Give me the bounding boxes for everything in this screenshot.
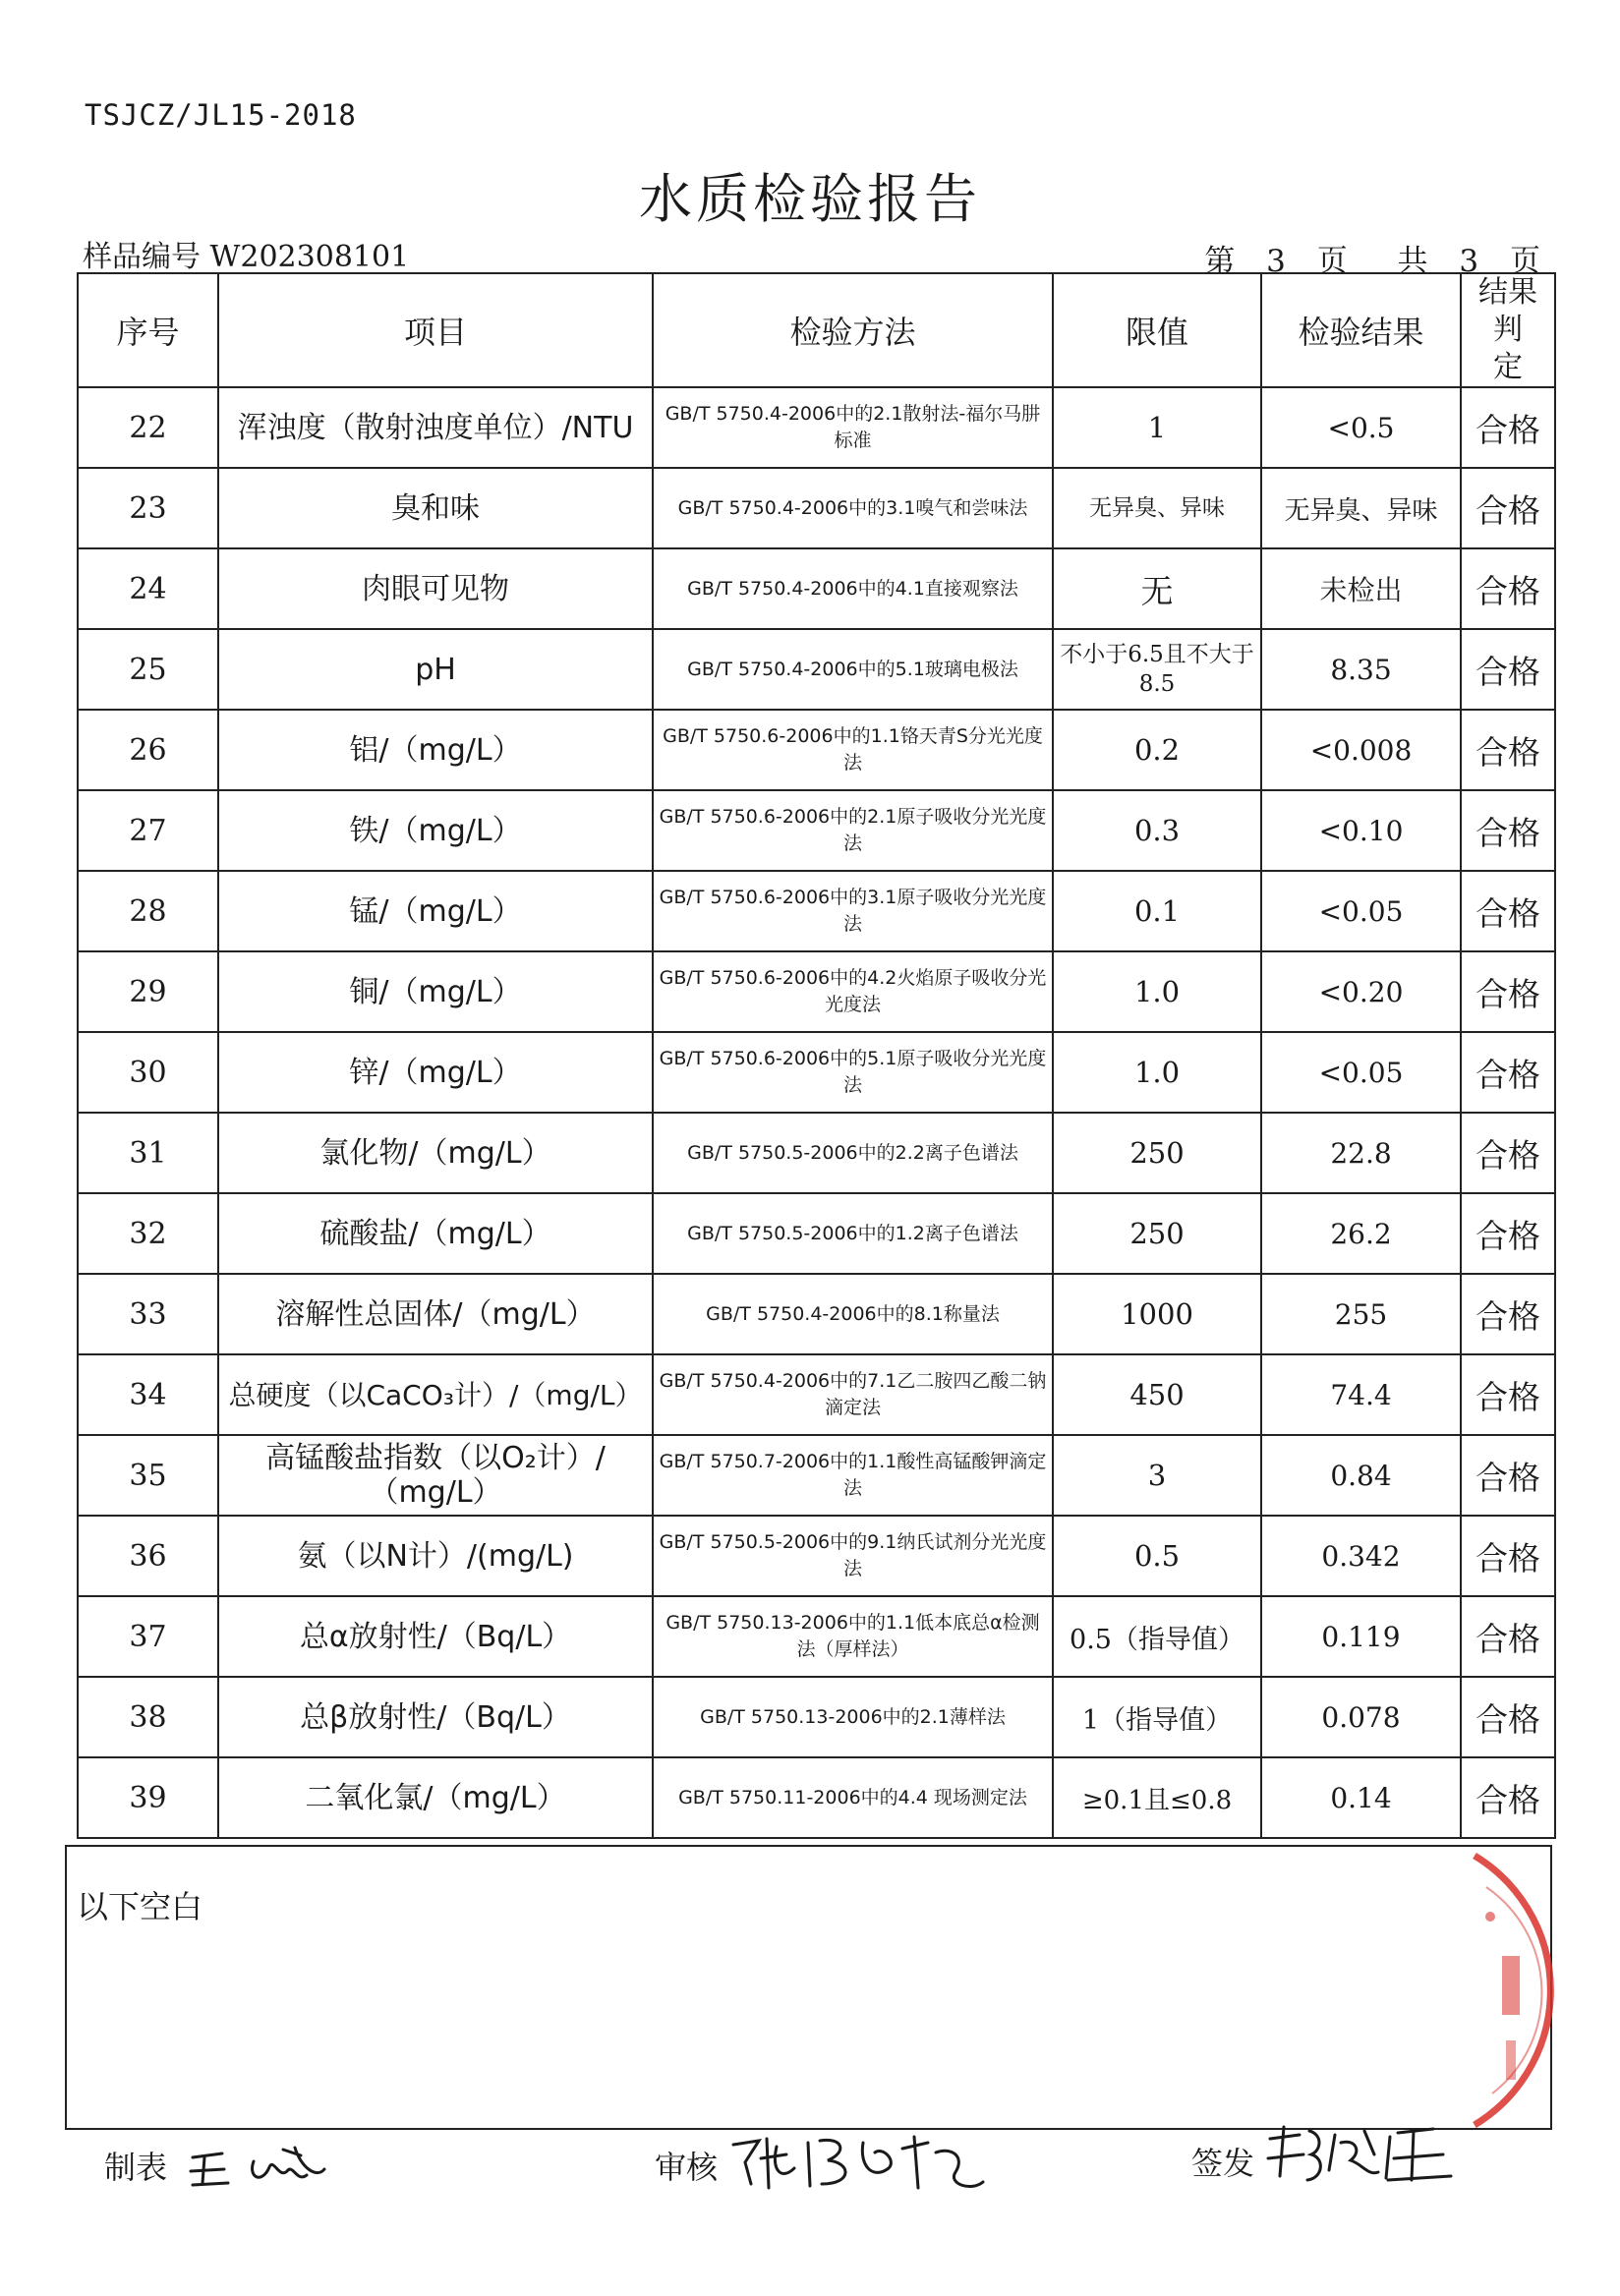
row-verdict: 合格: [1461, 1354, 1555, 1435]
blank-note: 以下空白: [77, 1888, 203, 1925]
row-limit: 0.1: [1053, 871, 1261, 951]
row-item: 高锰酸盐指数（以O₂计）/（mg/L）: [218, 1435, 653, 1516]
report-title: 水质检验报告: [639, 168, 981, 230]
col-header-method: 检验方法: [653, 273, 1053, 387]
row-method: GB/T 5750.4-2006中的5.1玻璃电极法: [653, 629, 1053, 710]
row-method: GB/T 5750.4-2006中的4.1直接观察法: [653, 548, 1053, 629]
row-limit: 0.5（指导值）: [1053, 1596, 1261, 1677]
row-result: <0.05: [1261, 871, 1461, 951]
row-limit: 1000: [1053, 1274, 1261, 1354]
row-method: GB/T 5750.4-2006中的7.1乙二胺四乙酸二钠滴定法: [653, 1354, 1053, 1435]
prepared-by-label: 制表: [104, 2149, 168, 2186]
row-method: GB/T 5750.4-2006中的3.1嗅气和尝味法: [653, 468, 1053, 548]
row-limit: 1: [1053, 387, 1261, 468]
table-row: [78, 1274, 1555, 1354]
table-row: [78, 1032, 1555, 1113]
row-method: GB/T 5750.7-2006中的1.1酸性高锰酸钾滴定法: [653, 1435, 1053, 1516]
row-result: 0.078: [1261, 1677, 1461, 1757]
col-header-result: 检验结果: [1261, 273, 1461, 387]
col-header-verdict: [1461, 273, 1555, 387]
row-method: GB/T 5750.13-2006中的1.1低本底总α检测法（厚样法）: [653, 1596, 1053, 1677]
row-method: GB/T 5750.6-2006中的3.1原子吸收分光光度法: [653, 871, 1053, 951]
table-row: [78, 1596, 1555, 1677]
table-row: [78, 1516, 1555, 1596]
row-method: GB/T 5750.11-2006中的4.4 现场测定法: [653, 1757, 1053, 1838]
row-no: 23: [78, 468, 218, 548]
row-item: 总硬度（以CaCO₃计）/（mg/L）: [218, 1354, 653, 1435]
row-verdict: 合格: [1461, 629, 1555, 710]
row-no: 26: [78, 710, 218, 790]
issued-by-label: 签发: [1191, 2145, 1255, 2182]
row-result: 0.342: [1261, 1516, 1461, 1596]
reviewer-signature-icon: [725, 2123, 991, 2202]
row-no: 38: [78, 1677, 218, 1757]
page-total: 3: [1459, 244, 1481, 279]
row-limit: 1.0: [1053, 1032, 1261, 1113]
row-result: 0.84: [1261, 1435, 1461, 1516]
row-result: 8.35: [1261, 629, 1461, 710]
table-row: [78, 468, 1555, 548]
row-verdict: 合格: [1461, 1596, 1555, 1677]
prepared-signature-icon: [185, 2128, 332, 2197]
total-prefix: 共: [1397, 244, 1430, 279]
row-result: 255: [1261, 1274, 1461, 1354]
row-no: 28: [78, 871, 218, 951]
table-row: [78, 387, 1555, 468]
row-item: 臭和味: [218, 468, 653, 548]
row-verdict: 合格: [1461, 871, 1555, 951]
row-item: 铝/（mg/L）: [218, 710, 653, 790]
row-verdict: 合格: [1461, 1274, 1555, 1354]
row-limit: 无异臭、异味: [1053, 468, 1261, 548]
row-no: 32: [78, 1193, 218, 1274]
row-method: GB/T 5750.13-2006中的2.1薄样法: [653, 1677, 1053, 1757]
row-no: 35: [78, 1435, 218, 1516]
row-item: 铁/（mg/L）: [218, 790, 653, 871]
row-method: GB/T 5750.6-2006中的1.1铬天青S分光光度法: [653, 710, 1053, 790]
row-verdict: 合格: [1461, 790, 1555, 871]
page-current: 3: [1266, 244, 1288, 279]
page-suffix: 页: [1316, 244, 1350, 279]
row-no: 37: [78, 1596, 218, 1677]
row-verdict: 合格: [1461, 1435, 1555, 1516]
row-item: pH: [218, 629, 653, 710]
row-item: 总β放射性/（Bq/L）: [218, 1677, 653, 1757]
row-method: GB/T 5750.5-2006中的1.2离子色谱法: [653, 1193, 1053, 1274]
row-item: 氯化物/（mg/L）: [218, 1113, 653, 1193]
row-verdict: 合格: [1461, 1032, 1555, 1113]
row-no: 36: [78, 1516, 218, 1596]
row-result: 0.14: [1261, 1757, 1461, 1838]
table-row: [78, 1193, 1555, 1274]
row-verdict: 合格: [1461, 1193, 1555, 1274]
official-seal-icon: [1435, 1848, 1583, 2133]
table-row: [78, 1354, 1555, 1435]
row-item: 肉眼可见物: [218, 548, 653, 629]
row-item: 溶解性总固体/（mg/L）: [218, 1274, 653, 1354]
row-method: GB/T 5750.4-2006中的2.1散射法-福尔马肼标准: [653, 387, 1053, 468]
row-method: GB/T 5750.6-2006中的5.1原子吸收分光光度法: [653, 1032, 1053, 1113]
table-row: [78, 951, 1555, 1032]
row-item: 浑浊度（散射浊度单位）/NTU: [218, 387, 653, 468]
row-limit: 0.5: [1053, 1516, 1261, 1596]
row-method: GB/T 5750.6-2006中的4.2火焰原子吸收分光光度法: [653, 951, 1053, 1032]
row-limit: 1（指导值）: [1053, 1677, 1261, 1757]
row-method: GB/T 5750.5-2006中的9.1纳氏试剂分光光度法: [653, 1516, 1053, 1596]
row-no: 34: [78, 1354, 218, 1435]
table-row: [78, 1757, 1555, 1838]
table-row: [78, 710, 1555, 790]
table-row: [78, 1435, 1555, 1516]
row-item: 锰/（mg/L）: [218, 871, 653, 951]
row-item: 硫酸盐/（mg/L）: [218, 1193, 653, 1274]
reviewed-by-label: 审核: [655, 2149, 719, 2186]
row-item: 锌/（mg/L）: [218, 1032, 653, 1113]
sample-number-label: 样品编号: [83, 240, 201, 274]
row-result: <0.008: [1261, 710, 1461, 790]
row-result: <0.05: [1261, 1032, 1461, 1113]
row-verdict: 合格: [1461, 951, 1555, 1032]
row-limit: 0.2: [1053, 710, 1261, 790]
row-limit: 250: [1053, 1193, 1261, 1274]
issuer-signature-icon: [1260, 2115, 1457, 2194]
row-no: 30: [78, 1032, 218, 1113]
results-table: [77, 272, 1556, 1839]
table-row: [78, 629, 1555, 710]
table-row: [78, 1113, 1555, 1193]
row-method: GB/T 5750.5-2006中的2.2离子色谱法: [653, 1113, 1053, 1193]
row-result: 无异臭、异味: [1261, 468, 1461, 548]
row-verdict: 合格: [1461, 1516, 1555, 1596]
table-row: [78, 871, 1555, 951]
row-verdict: 合格: [1461, 387, 1555, 468]
row-result: <0.20: [1261, 951, 1461, 1032]
row-no: 39: [78, 1757, 218, 1838]
row-verdict: 合格: [1461, 710, 1555, 790]
row-method: GB/T 5750.6-2006中的2.1原子吸收分光光度法: [653, 790, 1053, 871]
row-no: 22: [78, 387, 218, 468]
row-no: 33: [78, 1274, 218, 1354]
row-method: GB/T 5750.4-2006中的8.1称量法: [653, 1274, 1053, 1354]
row-no: 25: [78, 629, 218, 710]
row-limit: 0.3: [1053, 790, 1261, 871]
blank-area: [65, 1845, 1552, 2130]
page-prefix: 第: [1204, 244, 1238, 279]
col-header-limit: 限值: [1053, 273, 1261, 387]
row-limit: 450: [1053, 1354, 1261, 1435]
row-verdict: 合格: [1461, 1113, 1555, 1193]
row-item: 铜/（mg/L）: [218, 951, 653, 1032]
row-verdict: 合格: [1461, 468, 1555, 548]
row-no: 31: [78, 1113, 218, 1193]
row-result: <0.5: [1261, 387, 1461, 468]
row-verdict: 合格: [1461, 548, 1555, 629]
col-header-item: 项目: [218, 273, 653, 387]
sample-number-line: [83, 232, 409, 275]
row-result: 26.2: [1261, 1193, 1461, 1274]
row-verdict: 合格: [1461, 1757, 1555, 1838]
col-header-verdict-line1: 结果判: [1478, 275, 1537, 347]
sample-number-value: W202308101: [209, 240, 410, 274]
row-item: 氨（以N计）/(mg/L): [218, 1516, 653, 1596]
col-header-verdict-line2: 定: [1493, 350, 1523, 384]
col-header-no: 序号: [78, 273, 218, 387]
row-no: 24: [78, 548, 218, 629]
row-item: 二氧化氯/（mg/L）: [218, 1757, 653, 1838]
table-row: [78, 548, 1555, 629]
row-result: 0.119: [1261, 1596, 1461, 1677]
table-row: [78, 1677, 1555, 1757]
document-code: TSJCZ/JL15-2018: [85, 98, 357, 132]
row-no: 27: [78, 790, 218, 871]
table-row: [78, 790, 1555, 871]
row-limit: 无: [1053, 548, 1261, 629]
row-no: 29: [78, 951, 218, 1032]
table-header-row: [78, 273, 1555, 387]
row-limit: ≥0.1且≤0.8: [1053, 1757, 1261, 1838]
row-limit: 1.0: [1053, 951, 1261, 1032]
row-result: <0.10: [1261, 790, 1461, 871]
row-result: 22.8: [1261, 1113, 1461, 1193]
row-verdict: 合格: [1461, 1677, 1555, 1757]
row-limit: 250: [1053, 1113, 1261, 1193]
total-suffix: 页: [1510, 244, 1542, 279]
row-limit: 不小于6.5且不大于8.5: [1053, 629, 1261, 710]
row-item: 总α放射性/（Bq/L）: [218, 1596, 653, 1677]
row-result: 未检出: [1261, 548, 1461, 629]
row-limit: 3: [1053, 1435, 1261, 1516]
row-result: 74.4: [1261, 1354, 1461, 1435]
